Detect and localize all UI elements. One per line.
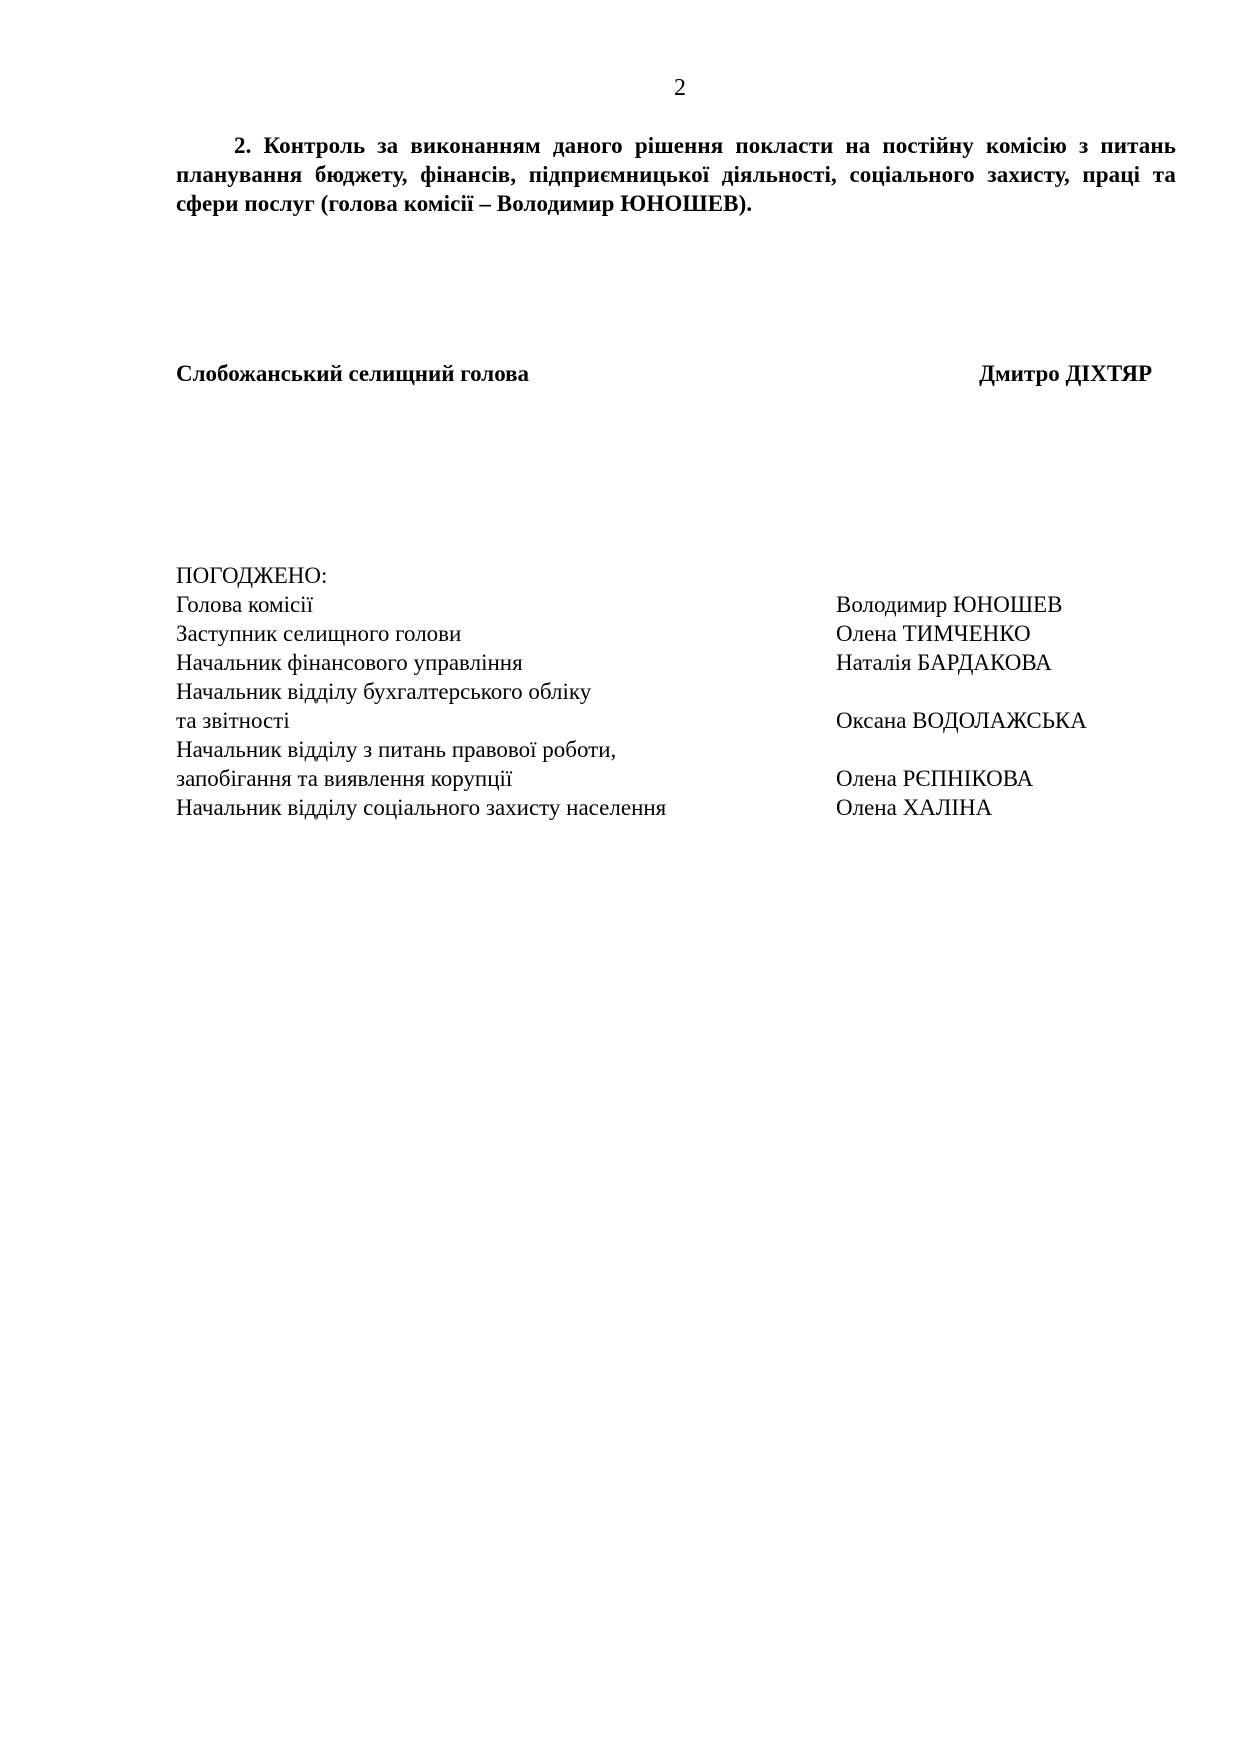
approver-name: Олена РЄПНІКОВА	[836, 766, 1034, 791]
signatory-title: Слобожанський селищний голова	[176, 361, 530, 386]
approver-position: та звітності	[176, 708, 290, 733]
approver-name: Олена ТИМЧЕНКО	[836, 621, 1031, 646]
approver-position: Начальник відділу соціального захисту населення	[176, 795, 667, 820]
approval-row	[176, 590, 1156, 619]
approval-row	[176, 677, 1156, 706]
approver-name: Олена ХАЛІНА	[836, 795, 993, 820]
approval-block	[176, 561, 1156, 822]
approver-position: Заступник селищного голови	[176, 621, 462, 646]
approver-position: запобігання та виявлення корупції	[176, 766, 513, 791]
page-number: 2	[674, 75, 686, 101]
approver-position: Начальник фінансового управління	[176, 650, 523, 675]
approver-name: Оксана ВОДОЛАЖСЬКА	[836, 708, 1087, 733]
approval-row	[176, 735, 1156, 764]
approval-row	[176, 648, 1156, 677]
approval-heading: ПОГОДЖЕНО:	[176, 563, 328, 588]
approver-name: Володимир ЮНОШЕВ	[836, 592, 1063, 617]
signatory-name: Дмитро ДІХТЯР	[979, 361, 1152, 386]
approval-row	[176, 706, 1156, 735]
approval-row	[176, 764, 1156, 793]
approver-name: Наталія БАРДАКОВА	[836, 650, 1052, 675]
decision-paragraph: 2. Контроль за виконанням даного рішення покласти на постійну комісію з питань планування бюджету, фінансів, підприємницької діяльності, соціального захисту, праці та сфери послуг (голова комісії – Володимир ЮНОШЕВ).	[176, 133, 1176, 216]
approver-position: Голова комісії	[176, 592, 313, 617]
approver-position: Начальник відділу бухгалтерського обліку	[176, 679, 592, 704]
approval-row	[176, 793, 1156, 822]
approver-position: Начальник відділу з питань правової роботи,	[176, 737, 617, 762]
approval-row	[176, 619, 1156, 648]
